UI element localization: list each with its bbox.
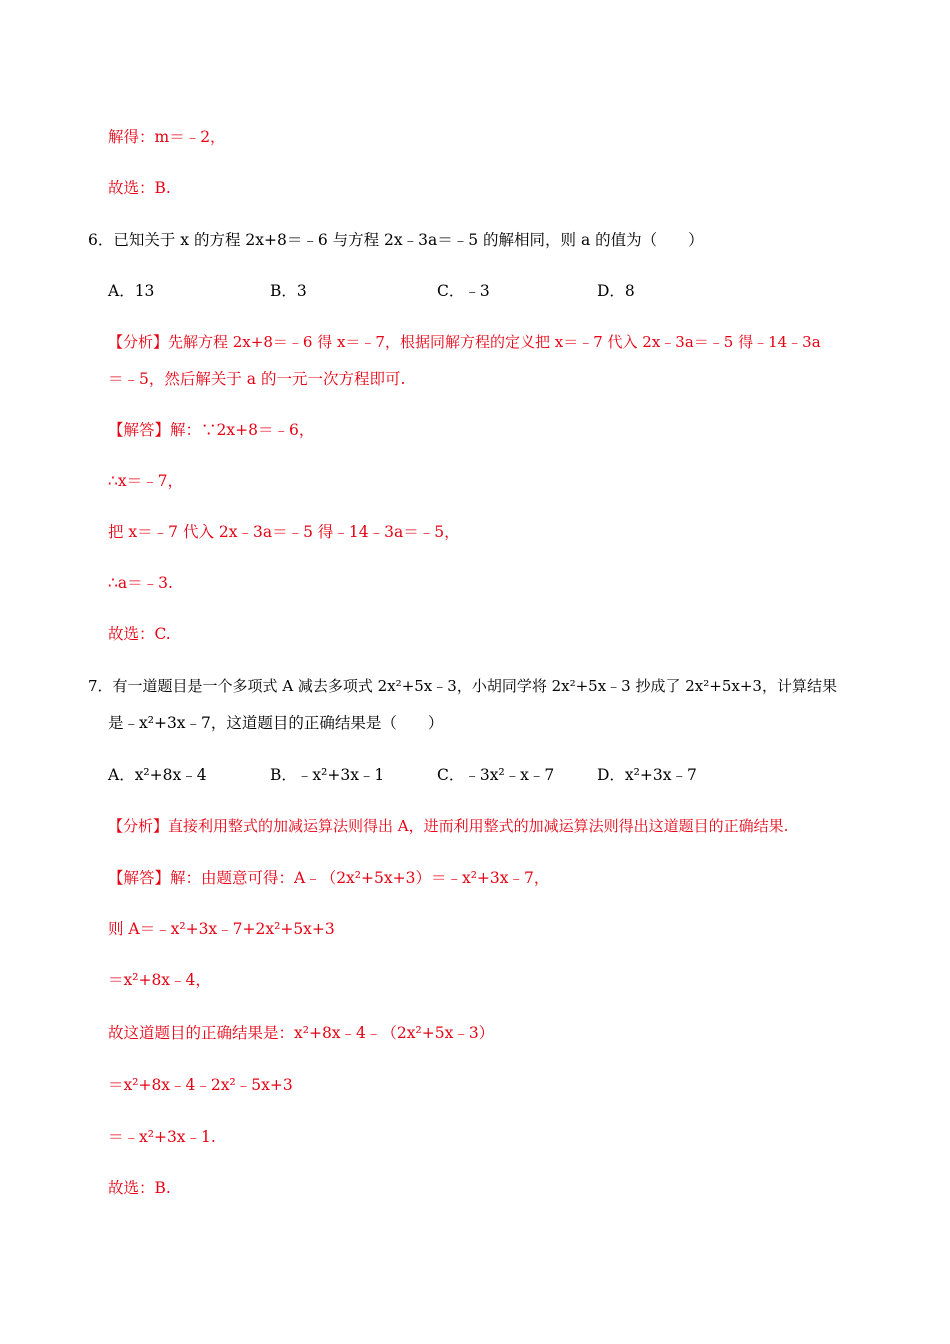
prev-answer-line: 故选：B. — [108, 179, 171, 197]
q6-solution-line: 把 x＝﹣7 代入 2x﹣3a＝﹣5 得﹣14﹣3a＝﹣5， — [108, 523, 460, 541]
q6-answer-line: 故选：C. — [108, 625, 171, 643]
q7-option-b: B．﹣x²+3x﹣1 — [270, 766, 385, 784]
q6-option-d: D．8 — [597, 282, 635, 300]
q7-stem-line-2: 是﹣x²+3x﹣7，这道题目的正确结果是（ ） — [108, 714, 444, 732]
q7-stem-line-1: 7．有一道题目是一个多项式 A 减去多项式 2x²+5x﹣3，小胡同学将 2x²+5x﹣3 抄成了 2x²+5x+3，计算结果 — [88, 677, 837, 695]
q7-solution-line: ＝﹣x²+3x﹣1. — [108, 1128, 216, 1146]
q7-option-d: D．x²+3x﹣7 — [597, 766, 697, 784]
q6-solution-line: 【解答】解：∵2x+8＝﹣6， — [108, 421, 315, 439]
prev-solution-line: 解得：m＝﹣2， — [108, 128, 226, 146]
q7-option-c: C．﹣3x²﹣x﹣7 — [437, 766, 555, 784]
q6-option-a: A．13 — [108, 282, 155, 300]
q7-solution-line: 故这道题目的正确结果是：x²+8x﹣4﹣（2x²+5x﹣3） — [108, 1024, 495, 1042]
q7-analysis-line: 【分析】直接利用整式的加减运算法则得出 A，进而利用整式的加减运算法则得出这道题目的正确结果. — [108, 817, 789, 835]
q7-solution-line: 【解答】解：由题意可得：A﹣（2x²+5x+3）＝﹣x²+3x﹣7， — [108, 869, 550, 887]
q6-option-c: C．﹣3 — [437, 282, 490, 300]
q7-solution-line: 则 A＝﹣x²+3x﹣7+2x²+5x+3 — [108, 920, 335, 938]
q6-solution-line: ∴a＝﹣3. — [108, 574, 173, 592]
q6-option-b: B．3 — [270, 282, 307, 300]
q6-analysis-line-2: ＝﹣5，然后解关于 a 的一元一次方程即可. — [108, 370, 406, 388]
q7-solution-line: ＝x²+8x﹣4， — [108, 971, 211, 989]
q7-answer-line: 故选：B. — [108, 1179, 171, 1197]
q6-solution-line: ∴x＝﹣7， — [108, 472, 183, 490]
q7-option-a: A．x²+8x﹣4 — [108, 766, 207, 784]
q6-analysis-line-1: 【分析】先解方程 2x+8＝﹣6 得 x＝﹣7，根据同解方程的定义把 x＝﹣7 代入 2x﹣3a＝﹣5 得﹣14﹣3a — [108, 333, 821, 351]
q6-stem: 6．已知关于 x 的方程 2x+8＝﹣6 与方程 2x﹣3a＝﹣5 的解相同，则 a 的值为（ ） — [88, 231, 704, 249]
q7-solution-line: ＝x²+8x﹣4﹣2x²﹣5x+3 — [108, 1076, 293, 1094]
